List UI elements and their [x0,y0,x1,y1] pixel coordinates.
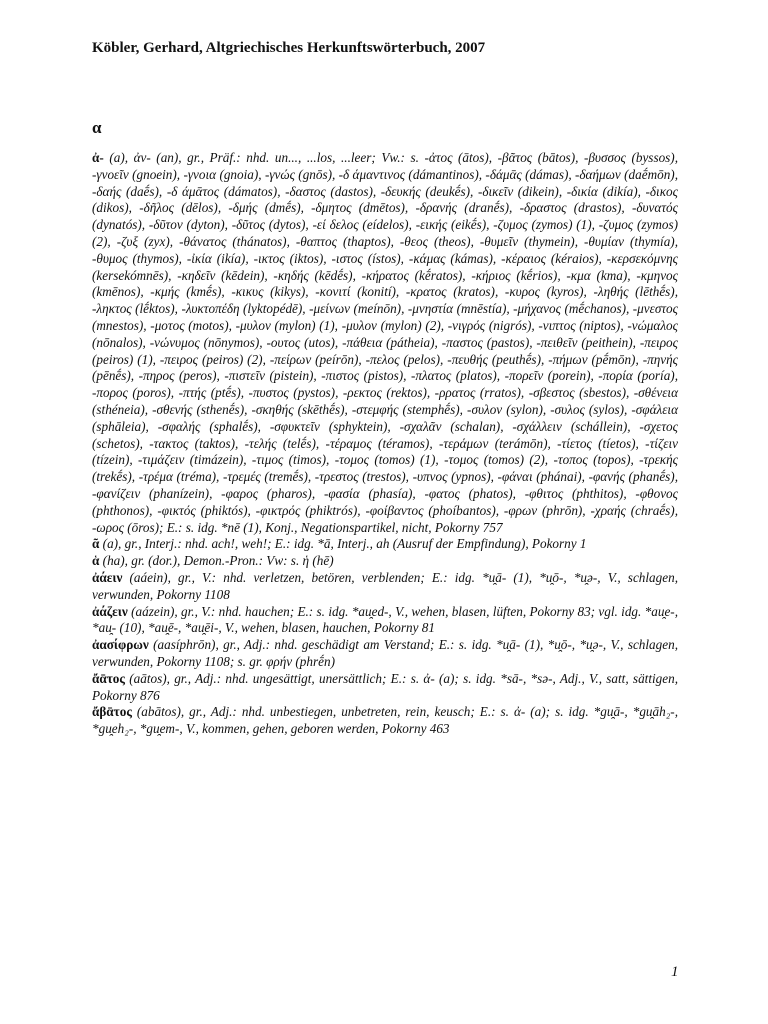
entry-headword: ἀάζειν [92,603,128,619]
dictionary-entry [92,553,678,570]
entry-text: (aázein), gr., V.: nhd. hauchen; E.: s. idg. *au̯ed-, V., wehen, blasen, lüften, Pokorny 83; vgl. idg. *au̯e-, *au̯- (10), *au̯ē-, *au̯ēi-, V., wehen, blasen, hauchen, Pokorny 81 [92,603,678,636]
entry-headword: ἄβᾱτος [92,704,132,720]
entry-text: (a), gr., Interj.: nhd. ach!, weh!; E.: idg. *ā, Interj., ah (Ausruf der Empfindung), Pokorny 1 [99,536,587,552]
entry-text: (a), ἀν- (an), gr., Präf.: nhd. un..., ...los, ...leer; Vw.: s. -ἀτος (ātos), -βᾶτος (bātos), -βυσσος (byssos), -γνοεῖν (gnoein), -γνοια (gnoia), -γνώς (gnōs), -δ άμαντινος (dámantinos), -δάμᾱς (dámas), -δαήμων (daḗmōn), -δαής (daḗs), -δ άμᾱτος (dámatos), -δαστος (dastos), -δευκής (deukḗs), -δικεῖν (dikein), -δικία (dikía), -δικος (dikos), -δῆλος (dēlos), -δμής (dmḗs), -δμητος (dmētos), -δρανής (dranḗs), -δραστος (drastos), -δυνατός (dynatós), -δῦτον (dyton), -δῦτος (dytos), -εί δελος (eídelos), -εικής (eikḗs), -ζυμος (zymos) (1), -ζυμος (zymos) (2), -ζυξ (zyx), -θάνατος (thánatos), -θαπτος (thaptos), -θεος (theos), -θυμεῖν (thymein), -θυμίαν (thymía), -θυμος (thymos), -ἰκία (ikía), -ικτος (iktos), -ιστος (ístos), -κάμας (kámas), -κέραιος (kéraios), -κερσεκόμνης (kersekómnēs), -κηδεῖν (kēdein), -κηδής (kēdḗs), -κήρατος (kḗratos), -κήριος (kḗrios), -κμα (kma), -κμηνος (kmēnos), -κμής (kmḗs), -κικυς (kikys), -κονιτί (konití), -κρατος (kratos), -κυρος (kyros), -ληθής (lēthḗs), -ληκτος (lḗktos), -λυκτοπέδη (lyktopédē), -μείνων (meínōn), -μνηστία (mnēstía), -μήχανος (mḗchanos), -μνεστος (mnestos), -μοτος (motos), -μυλον (mylon) (1), -μυλον (mylon) (2), -νιγρός (nigrós), -νιπτος (niptos), -νώμαλος (nōnalos), -νώνυμος (nōnymos), -ουτος (utos), -πάθεια (pátheia), -παστος (pastos), -πειθεῖν (peithein), -πειρος (peiros) (1), -πειρος (peiros) (2), -πείρων (peírōn), -πελος (pelos), -πευθής (peuthḗs), -πήμων (pḗmōn), -πηνής (pēnḗs), -πηρος (peros), -πιστεῖν (pistein), -πιστος (pistos), -πλατος (platos), -πορεῖν (porein), -πορία (poría), -πορος (poros), -πτής (ptḗs), -πυστος (pystos), -ρεκτος (rektos), -ρρατος (rratos), -σβεστος (sbestos), -σθένεια (sthéneia), -σθενής (sthenḗs), -σκηθής (skēthḗs), -στεμφής (stemphḗs), -συλον (sylon), -συλος (sylos), -σφάλεια (sphāleia), -σφαλής (sphalḗs), -σφυκτεῖν (sphyktein), -σχαλᾶν (schalan), -σχάλλειν (schállein), -σχετος (schetos), -τακτος (taktos), -τελής (telḗs), -τέραμος (téramos), -τεράμων (terámōn), -τίετος (tíetos), -τίζειν (tízein), -τιμάζειν (timázein), -τιμος (timos), -τομος (tomos) (1), -τομος (tomos) (2), -τοπος (topos), -τρεκής (trekḗs), -τρέμα (tréma), -τρεμές (tremḗs), -τρεστος (trestos), -υπνος (ypnos), -φάναι (phánai), -φανής (phanḗs), -φανίζειν (phanízein), -φαρος (pharos), -φασία (phasía), -φατος (phatos), -φθιτος (phthitos), -φθονος (phthonos), -φικτός (phiktós), -φικτρός (phiktrós), -φοίβαντος (phoíbantos), -φρων (phrōn), -χραής (chraḗs), -ωρος (ōros); E.: s. idg. *nē (1), Konj., Negationspartikel, nicht, Pokorny 757 [92,150,678,535]
entry-text: (ha), gr. (dor.), Demon.-Pron.: Vw: s. ἡ (hē) [99,553,334,569]
dictionary-entry [92,150,678,536]
dictionary-entry [92,570,678,604]
dictionary-entry [92,704,678,738]
running-header: Köbler, Gerhard, Altgriechisches Herkunftswörterbuch, 2007 [92,40,486,56]
entry-text: (aáein), gr., V.: nhd. verletzen, betören, verblenden; E.: idg. *u̯ā- (1), *u̯ō-, *u̯ə-, V., schlagen, verwunden, Pokorny 1108 [92,569,678,602]
dictionary-entry [92,671,678,705]
entry-text: (abātos), gr., Adj.: nhd. unbestiegen, unbetreten, rein, keusch; E.: s. ἀ- (a); s. idg. *gu̯ā-, *gu̯āh₂-, *gu̯eh₂-, *gu̯em-, V., kommen, gehen, geboren werden, Pokorny 463 [92,704,678,737]
dictionary-entries [92,150,678,738]
dictionary-entry [92,536,678,553]
section-letter: α [92,118,102,137]
entry-headword: ἀ- [92,150,104,165]
entry-headword: ἄᾱτος [92,670,125,686]
entry-headword: ᾶ [92,536,100,552]
entry-headword: ἀασίφρων [92,637,149,653]
entry-headword: ἀάειν [92,569,123,585]
entry-headword: ἁ [92,553,100,569]
dictionary-entry [92,637,678,671]
entry-text: (aātos), gr., Adj.: nhd. ungesättigt, unersättlich; E.: s. ἀ- (a); s. idg. *sā-, *sə-, Adj., V., satt, sättigen, Pokorny 876 [92,670,678,703]
dictionary-entry [92,604,678,638]
entry-text: (aasíphrōn), gr., Adj.: nhd. geschädigt am Verstand; E.: s. idg. *u̯ā- (1), *u̯ō-, *u̯ə-, V., schlagen, verwunden, Pokorny 1108; s. gr. φρήν (phrḗn) [92,637,678,669]
page-number: 1 [671,964,679,980]
